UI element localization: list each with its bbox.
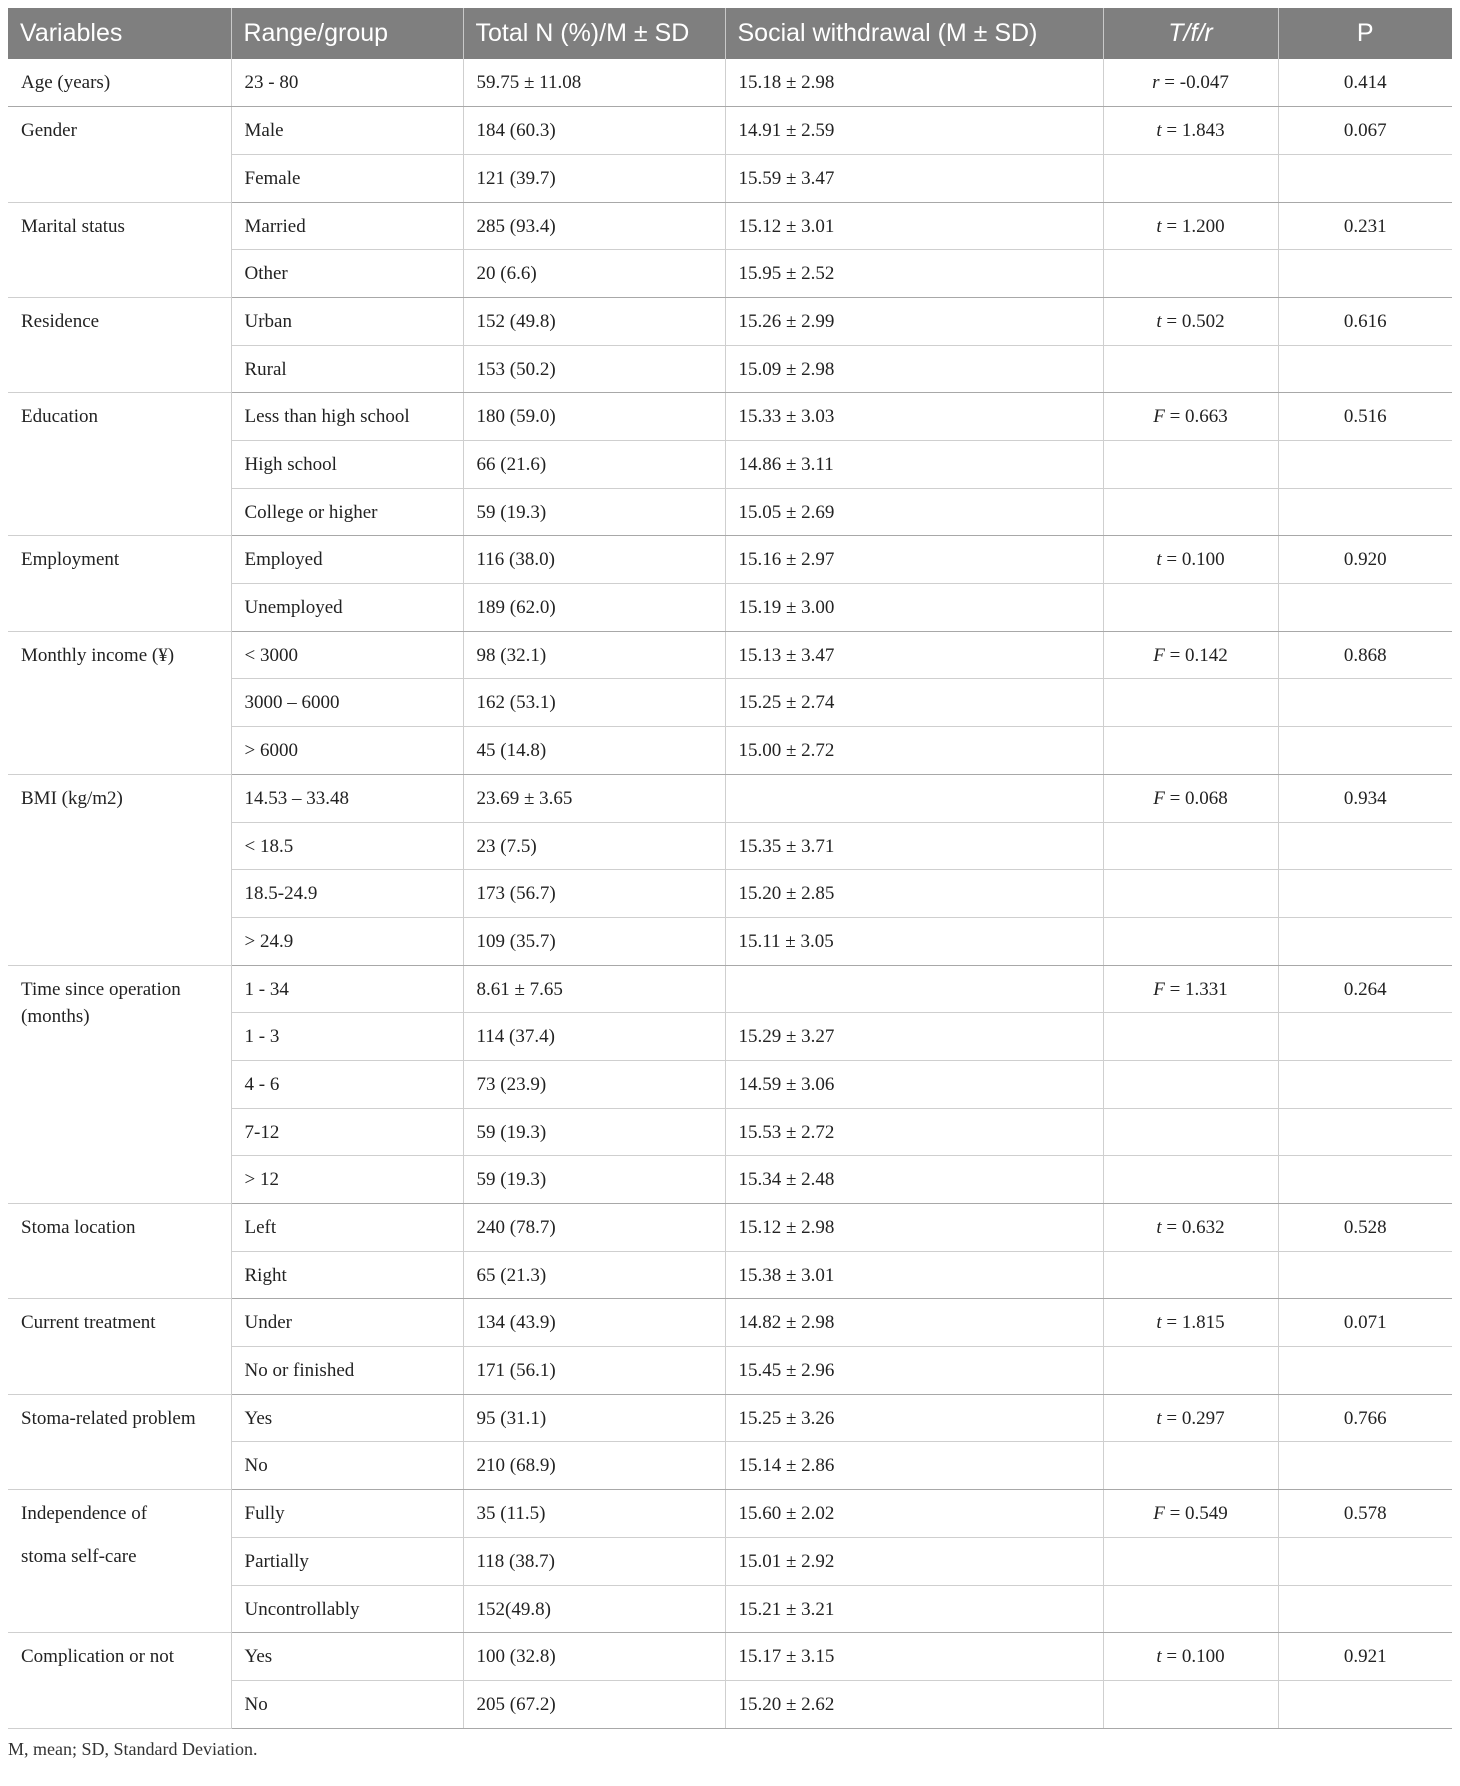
total-cell: 153 (50.2) [463,345,725,393]
test-statistic-cell [1103,917,1278,965]
social-withdrawal-cell: 14.86 ± 3.11 [725,441,1103,489]
range-group-cell: Unemployed [231,584,463,632]
range-group-cell: 1 - 34 [231,965,463,1013]
total-cell: 59.75 ± 11.08 [463,59,725,107]
p-value: 0.231 [1343,215,1387,237]
statistic-value: = 1.331 [1169,978,1228,1000]
social-withdrawal-cell: 15.34 ± 2.48 [725,1156,1103,1204]
range-group-cell: > 24.9 [231,917,463,965]
variable-cell [8,965,231,1203]
table-row [8,1394,1452,1442]
social-withdrawal-cell: 15.29 ± 3.27 [725,1013,1103,1061]
social-withdrawal-cell: 15.35 ± 3.71 [725,822,1103,870]
total-cell: 98 (32.1) [463,631,725,679]
variable-cell [8,1394,231,1489]
test-statistic-cell [1103,822,1278,870]
total-cell: 23 (7.5) [463,822,725,870]
statistic-symbol: F [1153,406,1165,428]
variable-label: Current treatment [21,1312,156,1334]
p-value-cell [1278,393,1452,441]
range-group-cell: Female [231,154,463,202]
range-group-cell: 7-12 [231,1108,463,1156]
total-cell: 23.69 ± 3.65 [463,774,725,822]
test-statistic-cell [1103,1490,1278,1538]
variable-cell [8,631,231,774]
test-statistic-cell [1103,774,1278,822]
p-value-cell [1278,1204,1452,1252]
p-value: 0.071 [1343,1312,1387,1334]
statistic-value: = 0.502 [1166,310,1225,332]
total-cell: 66 (21.6) [463,441,725,489]
p-value: 0.067 [1343,120,1387,142]
range-group-cell: > 6000 [231,727,463,775]
social-withdrawal-cell: 15.13 ± 3.47 [725,631,1103,679]
p-value-cell [1278,1156,1452,1204]
table-row [8,536,1452,584]
range-group-cell: Uncontrollably [231,1585,463,1633]
total-cell: 59 (19.3) [463,1156,725,1204]
table-page [8,8,1452,1760]
total-cell: 285 (93.4) [463,202,725,250]
total-cell: 73 (23.9) [463,1060,725,1108]
p-value-cell [1278,679,1452,727]
social-withdrawal-cell: 15.33 ± 3.03 [725,393,1103,441]
range-group-cell: 14.53 – 33.48 [231,774,463,822]
range-group-cell: 18.5-24.9 [231,870,463,918]
range-group-cell: Yes [231,1633,463,1681]
test-statistic-cell [1103,1013,1278,1061]
range-group-cell: Male [231,107,463,155]
total-cell: 116 (38.0) [463,536,725,584]
total-cell: 59 (19.3) [463,1108,725,1156]
test-statistic-cell [1103,1442,1278,1490]
total-cell: 134 (43.9) [463,1299,725,1347]
social-withdrawal-cell: 15.21 ± 3.21 [725,1585,1103,1633]
social-withdrawal-cell: 15.25 ± 2.74 [725,679,1103,727]
p-value-cell [1278,1251,1452,1299]
social-withdrawal-cell: 14.59 ± 3.06 [725,1060,1103,1108]
variable-label: Employment [21,549,120,571]
social-withdrawal-cell: 15.18 ± 2.98 [725,59,1103,107]
statistic-value: = 1.200 [1166,215,1225,237]
social-withdrawal-cell: 15.20 ± 2.62 [725,1680,1103,1728]
test-statistic-cell [1103,345,1278,393]
header-social-withdrawal: Social withdrawal (M ± SD) [725,8,1103,59]
p-value-cell [1278,488,1452,536]
social-withdrawal-cell [725,965,1103,1013]
test-statistic-cell [1103,393,1278,441]
range-group-cell: College or higher [231,488,463,536]
range-group-cell: Employed [231,536,463,584]
table-footnote: M, mean; SD, Standard Deviation. [8,1738,258,1759]
total-cell: 45 (14.8) [463,727,725,775]
test-statistic-cell [1103,631,1278,679]
p-value-cell [1278,441,1452,489]
range-group-cell: 4 - 6 [231,1060,463,1108]
test-statistic-cell [1103,1299,1278,1347]
social-withdrawal-cell: 15.16 ± 2.97 [725,536,1103,584]
p-value-cell [1278,154,1452,202]
range-group-cell: Other [231,250,463,298]
statistic-value: = 0.297 [1166,1407,1225,1429]
test-statistic-cell [1103,584,1278,632]
p-value-cell [1278,59,1452,107]
table-row [8,107,1452,155]
p-value-cell [1278,1633,1452,1681]
test-statistic-cell [1103,202,1278,250]
p-value-cell [1278,345,1452,393]
total-cell: 100 (32.8) [463,1633,725,1681]
statistic-value: = 1.815 [1166,1312,1225,1334]
range-group-cell: 1 - 3 [231,1013,463,1061]
test-statistic-cell [1103,1204,1278,1252]
social-withdrawal-cell: 15.60 ± 2.02 [725,1490,1103,1538]
total-cell: 118 (38.7) [463,1537,725,1585]
p-value: 0.934 [1343,787,1387,809]
range-group-cell: 3000 – 6000 [231,679,463,727]
table-row [8,1204,1452,1252]
p-value-cell [1278,536,1452,584]
range-group-cell: Partially [231,1537,463,1585]
table-row [8,631,1452,679]
table-row [8,965,1452,1013]
social-withdrawal-cell: 15.12 ± 3.01 [725,202,1103,250]
variable-cell [8,1299,231,1394]
p-value-cell [1278,774,1452,822]
total-cell: 152(49.8) [463,1585,725,1633]
statistic-symbol: t [1156,310,1162,332]
header-variables: Variables [8,8,231,59]
header-p-value: P [1278,8,1452,59]
test-statistic-cell [1103,870,1278,918]
p-value-cell [1278,917,1452,965]
p-value-cell [1278,1537,1452,1585]
test-statistic-cell [1103,107,1278,155]
statistic-symbol: t [1156,1646,1162,1668]
social-withdrawal-cell: 15.01 ± 2.92 [725,1537,1103,1585]
variable-label: BMI (kg/m2) [21,787,123,809]
social-withdrawal-cell: 15.11 ± 3.05 [725,917,1103,965]
table-row [8,1299,1452,1347]
table-body [8,59,1452,1728]
p-value-cell [1278,1347,1452,1395]
p-value-cell [1278,1442,1452,1490]
data-table [8,8,1452,1729]
range-group-cell: No [231,1442,463,1490]
social-withdrawal-cell [725,774,1103,822]
variable-label: Stoma location [21,1217,136,1238]
statistic-value: = 0.549 [1169,1503,1228,1525]
social-withdrawal-cell: 15.05 ± 2.69 [725,488,1103,536]
p-value-cell [1278,250,1452,298]
total-cell: 65 (21.3) [463,1251,725,1299]
p-value: 0.868 [1343,644,1387,666]
test-statistic-cell [1103,1394,1278,1442]
total-cell: 173 (56.7) [463,870,725,918]
test-statistic-cell [1103,441,1278,489]
header-range-group: Range/group [231,8,463,59]
social-withdrawal-cell: 15.00 ± 2.72 [725,727,1103,775]
p-value-cell [1278,870,1452,918]
statistic-value: = 0.142 [1169,644,1228,666]
statistic-symbol: t [1156,1407,1162,1429]
table-row [8,297,1452,345]
statistic-symbol: t [1156,215,1162,237]
p-value: 0.766 [1343,1407,1387,1429]
statistic-value: = 0.100 [1166,549,1225,571]
range-group-cell: Left [231,1204,463,1252]
statistic-symbol: F [1153,978,1165,1000]
total-cell: 180 (59.0) [463,393,725,441]
variable-cell [8,536,231,631]
variable-label-continued: stoma self-care [21,1545,137,1567]
social-withdrawal-cell: 15.25 ± 3.26 [725,1394,1103,1442]
total-cell: 205 (67.2) [463,1680,725,1728]
range-group-cell: Rural [231,345,463,393]
total-cell: 189 (62.0) [463,584,725,632]
p-value-cell [1278,584,1452,632]
social-withdrawal-cell: 15.26 ± 2.99 [725,297,1103,345]
test-statistic-cell [1103,250,1278,298]
statistic-value: = 0.100 [1166,1646,1225,1668]
p-value: 0.264 [1343,978,1387,1000]
p-value-cell [1278,822,1452,870]
variable-label: Age (years) [21,72,111,93]
variable-label: Independence of [21,1503,148,1525]
variable-cell [8,59,231,107]
table-row [8,59,1452,107]
social-withdrawal-cell: 14.82 ± 2.98 [725,1299,1103,1347]
social-withdrawal-cell: 15.20 ± 2.85 [725,870,1103,918]
p-value-cell [1278,297,1452,345]
social-withdrawal-cell: 15.45 ± 2.96 [725,1347,1103,1395]
test-statistic-cell [1103,1680,1278,1728]
range-group-cell: < 3000 [231,631,463,679]
range-group-cell: > 12 [231,1156,463,1204]
statistic-symbol: t [1156,549,1162,571]
range-group-cell: Fully [231,1490,463,1538]
total-cell: 240 (78.7) [463,1204,725,1252]
social-withdrawal-cell: 15.59 ± 3.47 [725,154,1103,202]
variable-cell [8,297,231,392]
statistic-symbol: t [1156,1312,1162,1334]
p-value-cell [1278,727,1452,775]
variable-cell [8,1490,231,1633]
social-withdrawal-cell: 15.95 ± 2.52 [725,250,1103,298]
p-value-cell [1278,1013,1452,1061]
range-group-cell: No or finished [231,1347,463,1395]
test-statistic-cell [1103,1585,1278,1633]
variable-cell [8,774,231,965]
statistic-symbol: F [1153,1503,1165,1525]
social-withdrawal-cell: 15.12 ± 2.98 [725,1204,1103,1252]
range-group-cell: No [231,1680,463,1728]
statistic-symbol: t [1156,120,1162,142]
table-row [8,1490,1452,1538]
variable-label: Time since operation (months) [21,978,181,1027]
header-row [8,8,1452,59]
statistic-value: = 1.843 [1166,120,1225,142]
total-cell: 95 (31.1) [463,1394,725,1442]
p-value: 0.920 [1343,549,1387,571]
range-group-cell: Under [231,1299,463,1347]
table-row [8,202,1452,250]
total-cell: 20 (6.6) [463,250,725,298]
range-group-cell: High school [231,441,463,489]
social-withdrawal-cell: 15.53 ± 2.72 [725,1108,1103,1156]
p-value: 0.528 [1343,1217,1387,1238]
total-cell: 184 (60.3) [463,107,725,155]
p-value-cell [1278,1299,1452,1347]
total-cell: 162 (53.1) [463,679,725,727]
test-statistic-cell [1103,154,1278,202]
social-withdrawal-cell: 15.17 ± 3.15 [725,1633,1103,1681]
statistic-symbol: F [1153,644,1165,666]
statistic-value: = 0.632 [1166,1217,1225,1238]
header-total: Total N (%)/M ± SD [463,8,725,59]
test-statistic-cell [1103,965,1278,1013]
test-statistic-cell [1103,1156,1278,1204]
variable-cell [8,1204,231,1299]
test-statistic-cell [1103,1251,1278,1299]
range-group-cell: Right [231,1251,463,1299]
social-withdrawal-cell: 15.19 ± 3.00 [725,584,1103,632]
statistic-symbol: r [1152,72,1160,93]
total-cell: 210 (68.9) [463,1442,725,1490]
p-value: 0.921 [1343,1646,1387,1668]
p-value-cell [1278,1394,1452,1442]
variable-cell [8,202,231,297]
social-withdrawal-cell: 14.91 ± 2.59 [725,107,1103,155]
p-value-cell [1278,1585,1452,1633]
variable-cell [8,107,231,202]
p-value-cell [1278,1680,1452,1728]
social-withdrawal-cell: 15.14 ± 2.86 [725,1442,1103,1490]
p-value-cell [1278,1490,1452,1538]
total-cell: 109 (35.7) [463,917,725,965]
p-value: 0.578 [1343,1503,1387,1525]
total-cell: 171 (56.1) [463,1347,725,1395]
range-group-cell: < 18.5 [231,822,463,870]
test-statistic-cell [1103,536,1278,584]
total-cell: 114 (37.4) [463,1013,725,1061]
range-group-cell: Urban [231,297,463,345]
statistic-value: = -0.047 [1164,72,1229,93]
test-statistic-cell [1103,1347,1278,1395]
test-statistic-cell [1103,1537,1278,1585]
test-statistic-cell [1103,488,1278,536]
p-value-cell [1278,202,1452,250]
p-value: 0.414 [1343,72,1387,93]
variable-label: Residence [21,310,100,332]
variable-label: Education [21,406,99,428]
table-row [8,393,1452,441]
table-row [8,1633,1452,1681]
social-withdrawal-cell: 15.38 ± 3.01 [725,1251,1103,1299]
p-value-cell [1278,107,1452,155]
total-cell: 121 (39.7) [463,154,725,202]
statistic-symbol: t [1156,1217,1162,1238]
variable-label: Monthly income (¥) [21,644,175,666]
range-group-cell: 23 - 80 [231,59,463,107]
table-row [8,774,1452,822]
test-statistic-cell [1103,1633,1278,1681]
variable-label: Stoma-related problem [21,1407,196,1429]
test-statistic-cell [1103,679,1278,727]
p-value-cell [1278,965,1452,1013]
total-cell: 8.61 ± 7.65 [463,965,725,1013]
variable-cell [8,393,231,536]
range-group-cell: Yes [231,1394,463,1442]
test-statistic-cell [1103,1108,1278,1156]
test-statistic-cell [1103,297,1278,345]
test-statistic-cell [1103,59,1278,107]
header-test-statistic: T/f/r [1103,8,1278,59]
range-group-cell: Less than high school [231,393,463,441]
variable-label: Complication or not [21,1646,175,1668]
social-withdrawal-cell: 15.09 ± 2.98 [725,345,1103,393]
statistic-symbol: F [1153,787,1165,809]
test-statistic-cell [1103,727,1278,775]
p-value: 0.616 [1343,310,1387,332]
p-value-cell [1278,1060,1452,1108]
p-value-cell [1278,631,1452,679]
variable-label: Gender [21,120,77,142]
total-cell: 35 (11.5) [463,1490,725,1538]
total-cell: 152 (49.8) [463,297,725,345]
statistic-value: = 0.068 [1169,787,1228,809]
variable-label: Marital status [21,215,125,237]
p-value: 0.516 [1343,406,1387,428]
variable-cell [8,1633,231,1728]
total-cell: 59 (19.3) [463,488,725,536]
statistic-value: = 0.663 [1169,406,1228,428]
test-statistic-cell [1103,1060,1278,1108]
p-value-cell [1278,1108,1452,1156]
range-group-cell: Married [231,202,463,250]
